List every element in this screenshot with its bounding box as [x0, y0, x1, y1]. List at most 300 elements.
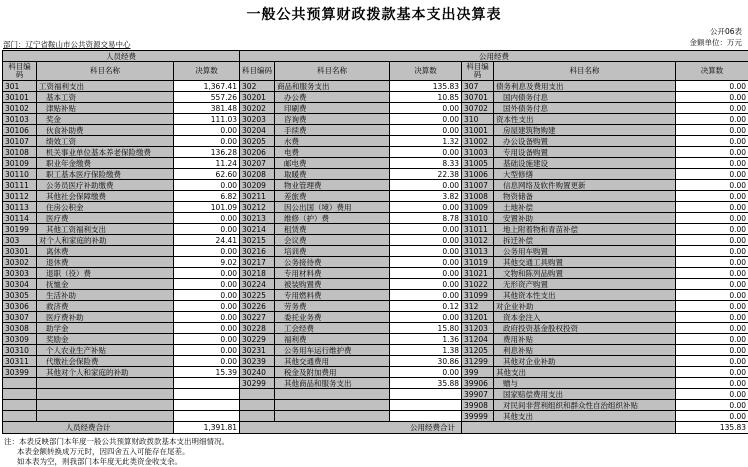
subject-code: 30226 — [240, 301, 275, 312]
subject-name: 对个人和家庭的补助 — [37, 235, 174, 246]
subject-name: 办公费 — [275, 92, 390, 103]
subject-name: 对民间非营利组织和群众性自治组织补贴 — [494, 400, 676, 411]
amount-value: 381.48 — [174, 103, 240, 114]
subject-code: 31011 — [462, 224, 494, 235]
subject-name — [275, 400, 390, 411]
amount-value: 0.00 — [676, 301, 748, 312]
subject-code: 30228 — [240, 323, 275, 334]
subject-name: 其他交通工具购置 — [494, 257, 676, 268]
subject-name — [37, 378, 174, 389]
subject-name: 其他交通费用 — [275, 356, 390, 367]
subject-name: 租赁费 — [275, 224, 390, 235]
subject-code: 30701 — [462, 92, 494, 103]
col-header-value: 决算数 — [676, 62, 748, 81]
public-total-label: 公用经费合计 — [240, 422, 462, 434]
subject-name: 手续费 — [275, 125, 390, 136]
subject-name: 机关事业单位基本养老保险缴费 — [37, 147, 174, 158]
amount-value: 0.00 — [676, 345, 748, 356]
subject-name: 专用设备购置 — [494, 147, 676, 158]
subject-code: 31201 — [462, 312, 494, 323]
subject-name: 绩效工资 — [37, 136, 174, 147]
subject-name: 代缴社会保险费 — [37, 356, 174, 367]
subject-code: 30216 — [240, 246, 275, 257]
subject-code: 30111 — [3, 180, 37, 191]
amount-value: 10.85 — [390, 92, 462, 103]
subject-name: 无形资产购置 — [494, 279, 676, 290]
amount-value: 0.00 — [676, 92, 748, 103]
subject-name: 医疗费补助 — [37, 312, 174, 323]
amount-value: 0.00 — [676, 114, 748, 125]
subject-code: 30299 — [240, 378, 275, 389]
amount-value: 0.00 — [676, 290, 748, 301]
col-header-code: 科目编码 — [462, 62, 494, 81]
subject-code: 30203 — [240, 114, 275, 125]
subject-name: 其他支出 — [494, 411, 676, 422]
subject-code: 30310 — [3, 345, 37, 356]
budget-table — [2, 50, 748, 434]
amount-value: 0.00 — [390, 279, 462, 290]
amount-value: 0.00 — [676, 378, 748, 389]
subject-name: 抚恤金 — [37, 279, 174, 290]
footnote-line: 注：本表反映部门本年度一般公共预算财政拨款基本支出明细情况。 — [4, 437, 748, 447]
subject-code: 30227 — [240, 312, 275, 323]
amount-value: 0.00 — [174, 268, 240, 279]
amount-value: 8.33 — [390, 158, 462, 169]
subject-name: 土地补偿 — [494, 202, 676, 213]
subject-name: 其他商品和服务支出 — [275, 378, 390, 389]
subject-name: 公务用车运行维护费 — [275, 345, 390, 356]
table-row — [3, 114, 748, 125]
subject-name: 取暖费 — [275, 169, 390, 180]
footnote-line: 如本表为空，则我部门本年度无此类资金收支余。 — [17, 457, 748, 467]
amount-value: 9.02 — [174, 257, 240, 268]
subject-name: 资本金注入 — [494, 312, 676, 323]
amount-value: 0.00 — [676, 191, 748, 202]
subject-code: 31299 — [462, 356, 494, 367]
subject-name: 专用燃料费 — [275, 290, 390, 301]
amount-value: 1.32 — [390, 136, 462, 147]
amount-value: 0.00 — [174, 224, 240, 235]
amount-value: 111.03 — [174, 114, 240, 125]
table-body — [3, 81, 748, 422]
subject-code: 30304 — [3, 279, 37, 290]
subject-code: 31008 — [462, 191, 494, 202]
subject-name: 国外债务付息 — [494, 103, 676, 114]
amount-value: 0.00 — [676, 180, 748, 191]
subject-name: 离休费 — [37, 246, 174, 257]
personnel-total-value: 1,391.81 — [174, 422, 240, 434]
table-row — [3, 345, 748, 356]
amount-value: 0.00 — [174, 279, 240, 290]
subject-name: 其他社会保障缴费 — [37, 191, 174, 202]
subject-code: 30109 — [3, 158, 37, 169]
subject-code: 31007 — [462, 180, 494, 191]
amount-value: 0.00 — [676, 224, 748, 235]
subject-code: 30231 — [240, 345, 275, 356]
table-row — [3, 334, 748, 345]
amount-value: 3.82 — [390, 191, 462, 202]
subject-name — [37, 411, 174, 422]
amount-value: 0.00 — [390, 235, 462, 246]
amount-value: 11.24 — [174, 158, 240, 169]
amount-value: 136.28 — [174, 147, 240, 158]
subject-code: 39907 — [462, 389, 494, 400]
table-row — [3, 323, 748, 334]
column-header-row — [3, 62, 748, 81]
subject-name: 国内债务付息 — [494, 92, 676, 103]
subject-code: 30307 — [3, 312, 37, 323]
amount-value: 0.00 — [390, 268, 462, 279]
amount-value: 0.00 — [676, 312, 748, 323]
subject-code: 302 — [240, 81, 275, 92]
amount-value — [174, 378, 240, 389]
subject-name: 文物和陈列品购置 — [494, 268, 676, 279]
subject-code: 39906 — [462, 378, 494, 389]
subject-name: 信息网络及软件购置更新 — [494, 180, 676, 191]
subject-name: 退职（役）费 — [37, 268, 174, 279]
table-row — [3, 389, 748, 400]
subject-code: 30199 — [3, 224, 37, 235]
amount-value: 557.26 — [174, 92, 240, 103]
table-row — [3, 411, 748, 422]
amount-value: 0.00 — [390, 114, 462, 125]
subject-code: 30110 — [3, 169, 37, 180]
amount-value: 101.09 — [174, 202, 240, 213]
subject-name: 生活补助 — [37, 290, 174, 301]
subject-name: 商品和服务支出 — [275, 81, 390, 92]
subject-code: 30311 — [3, 356, 37, 367]
subject-code: 30309 — [3, 334, 37, 345]
amount-value — [174, 411, 240, 422]
table-row — [3, 136, 748, 147]
subject-name: 委托业务费 — [275, 312, 390, 323]
subject-code: 30301 — [3, 246, 37, 257]
amount-value: 35.88 — [390, 378, 462, 389]
table-row — [3, 191, 748, 202]
subject-code: 30399 — [3, 367, 37, 378]
subject-code: 30103 — [3, 114, 37, 125]
subject-name: 福利费 — [275, 334, 390, 345]
subject-name — [37, 389, 174, 400]
amount-value: 0.00 — [676, 213, 748, 224]
subject-name: 会议费 — [275, 235, 390, 246]
sheet-number: 公开06表 — [710, 26, 742, 37]
subject-name: 安置补助 — [494, 213, 676, 224]
subject-code: 30101 — [3, 92, 37, 103]
subject-code: 31022 — [462, 279, 494, 290]
amount-value: 0.00 — [174, 345, 240, 356]
table-row — [3, 257, 748, 268]
subject-name: 培训费 — [275, 246, 390, 257]
amount-value: 0.00 — [676, 103, 748, 114]
amount-value: 0.00 — [390, 180, 462, 191]
subject-name: 差旅费 — [275, 191, 390, 202]
amount-value: 0.00 — [174, 312, 240, 323]
amount-value: 0.00 — [390, 125, 462, 136]
amount-value: 0.00 — [676, 235, 748, 246]
amount-value: 0.00 — [390, 312, 462, 323]
subject-name: 大型修缮 — [494, 169, 676, 180]
amount-value — [390, 411, 462, 422]
subject-name: 助学金 — [37, 323, 174, 334]
subject-name: 房屋建筑物购建 — [494, 125, 676, 136]
amount-value: 15.39 — [174, 367, 240, 378]
col-header-name: 科目名称 — [494, 62, 676, 81]
subject-name: 赠与 — [494, 378, 676, 389]
section-header-personnel: 人员经费 — [3, 51, 240, 62]
subject-code: 30213 — [240, 213, 275, 224]
table-row — [3, 378, 748, 389]
amount-value: 0.00 — [676, 158, 748, 169]
subject-name: 奖金 — [37, 114, 174, 125]
subject-name: 其他资本性支出 — [494, 290, 676, 301]
col-header-name: 科目名称 — [275, 62, 390, 81]
subject-code: 31002 — [462, 136, 494, 147]
subject-code: 30107 — [3, 136, 37, 147]
subject-name: 伙食补助费 — [37, 125, 174, 136]
amount-value: 0.00 — [390, 224, 462, 235]
amount-value: 0.00 — [174, 290, 240, 301]
subject-code: 30204 — [240, 125, 275, 136]
amount-value: 0.00 — [174, 180, 240, 191]
subject-code: 30201 — [240, 92, 275, 103]
table-row — [3, 92, 748, 103]
subject-code: 30207 — [240, 158, 275, 169]
amount-value: 0.00 — [676, 136, 748, 147]
amount-value: 0.00 — [676, 202, 748, 213]
subject-code: 30218 — [240, 268, 275, 279]
subject-code: 31099 — [462, 290, 494, 301]
table-row — [3, 367, 748, 378]
subject-code: 31204 — [462, 334, 494, 345]
amount-value: 8.78 — [390, 213, 462, 224]
amount-value: 62.60 — [174, 169, 240, 180]
subject-code: 30229 — [240, 334, 275, 345]
amount-value: 0.00 — [174, 213, 240, 224]
subject-code — [240, 411, 275, 422]
amount-value — [174, 400, 240, 411]
amount-value: 0.12 — [390, 301, 462, 312]
page-title: 一般公共预算财政拨款基本支出决算表 — [0, 0, 748, 24]
subject-name: 公务接待费 — [275, 257, 390, 268]
table-row — [3, 312, 748, 323]
amount-value: 15.80 — [390, 323, 462, 334]
subject-code: 30224 — [240, 279, 275, 290]
amount-value: 1.38 — [390, 345, 462, 356]
meta-row — [0, 24, 748, 50]
amount-value: 0.00 — [676, 400, 748, 411]
table-row — [3, 290, 748, 301]
subject-name — [37, 400, 174, 411]
amount-value: 0.00 — [676, 169, 748, 180]
amount-value: 0.00 — [676, 356, 748, 367]
subject-name — [275, 389, 390, 400]
table-row — [3, 158, 748, 169]
subject-code: 303 — [3, 235, 37, 246]
subject-name: 债务利息及费用支出 — [494, 81, 676, 92]
subject-name: 其他支出 — [494, 367, 676, 378]
subject-name: 个人农业生产补贴 — [37, 345, 174, 356]
subject-name: 维修（护）费 — [275, 213, 390, 224]
subject-code: 31019 — [462, 257, 494, 268]
subject-name: 物业管理费 — [275, 180, 390, 191]
subject-name: 物资储备 — [494, 191, 676, 202]
subject-code: 30239 — [240, 356, 275, 367]
amount-value: 30.86 — [390, 356, 462, 367]
amount-value: 0.00 — [174, 125, 240, 136]
subject-code: 30305 — [3, 290, 37, 301]
subject-code: 301 — [3, 81, 37, 92]
amount-value: 0.00 — [676, 246, 748, 257]
table-row — [3, 235, 748, 246]
col-header-code: 科目编码 — [3, 62, 37, 81]
amount-value: 0.00 — [676, 257, 748, 268]
subject-code: 30102 — [3, 103, 37, 114]
subject-code — [240, 389, 275, 400]
subject-code: 30702 — [462, 103, 494, 114]
amount-value: 0.00 — [390, 367, 462, 378]
subject-code: 31013 — [462, 246, 494, 257]
col-header-code: 科目编码 — [240, 62, 275, 81]
subject-code: 31003 — [462, 147, 494, 158]
subject-code: 30114 — [3, 213, 37, 224]
amount-value: 0.00 — [174, 136, 240, 147]
subject-code: 30306 — [3, 301, 37, 312]
subject-name: 资本性支出 — [494, 114, 676, 125]
subject-name: 对企业补助 — [494, 301, 676, 312]
table-row — [3, 202, 748, 213]
amount-value: 0.00 — [676, 389, 748, 400]
subject-code — [3, 378, 37, 389]
subject-code: 30212 — [240, 202, 275, 213]
subject-code: 30206 — [240, 147, 275, 158]
subject-code: 31005 — [462, 158, 494, 169]
subject-name: 工资福利支出 — [37, 81, 174, 92]
table-row — [3, 81, 748, 92]
amount-value: 0.00 — [390, 147, 462, 158]
amount-value: 1,367.41 — [174, 81, 240, 92]
subject-code: 39908 — [462, 400, 494, 411]
subject-code: 30303 — [3, 268, 37, 279]
amount-unit: 金额单位：万元 — [690, 37, 743, 48]
table-row — [3, 125, 748, 136]
subject-code: 31021 — [462, 268, 494, 279]
subject-name: 利息补贴 — [494, 345, 676, 356]
table-row — [3, 180, 748, 191]
amount-value: 0.00 — [676, 268, 748, 279]
totals-row — [3, 422, 748, 434]
subject-name: 职业年金缴费 — [37, 158, 174, 169]
table-row — [3, 246, 748, 257]
section-header-row — [3, 51, 748, 62]
amount-value: 22.38 — [390, 169, 462, 180]
subject-code: 39999 — [462, 411, 494, 422]
totals-spacer — [462, 422, 676, 434]
subject-name: 住房公积金 — [37, 202, 174, 213]
amount-value: 6.82 — [174, 191, 240, 202]
table-row — [3, 213, 748, 224]
table-row — [3, 103, 748, 114]
amount-value: 0.00 — [390, 202, 462, 213]
amount-value: 0.00 — [390, 257, 462, 268]
subject-name: 职工基本医疗保险缴费 — [37, 169, 174, 180]
subject-name: 专用材料费 — [275, 268, 390, 279]
col-header-name: 科目名称 — [37, 62, 174, 81]
amount-value: 0.00 — [174, 356, 240, 367]
amount-value: 0.00 — [174, 301, 240, 312]
subject-code — [240, 400, 275, 411]
subject-name: 费用补贴 — [494, 334, 676, 345]
table-row — [3, 169, 748, 180]
subject-name: 被装购置费 — [275, 279, 390, 290]
table-row — [3, 301, 748, 312]
subject-name: 地上附着物和青苗补偿 — [494, 224, 676, 235]
subject-name: 其他对个人和家庭的补助 — [37, 367, 174, 378]
subject-code: 30112 — [3, 191, 37, 202]
subject-name: 劳务费 — [275, 301, 390, 312]
department-line: 部门：辽宁省鞍山市公共资源交易中心 — [3, 39, 131, 50]
amount-value: 0.00 — [676, 279, 748, 290]
subject-code: 31010 — [462, 213, 494, 224]
subject-code: 31012 — [462, 235, 494, 246]
subject-name: 电费 — [275, 147, 390, 158]
subject-code: 31009 — [462, 202, 494, 213]
subject-name: 公务用车购置 — [494, 246, 676, 257]
public-total-value: 135.83 — [676, 422, 748, 434]
subject-name: 医疗费 — [37, 213, 174, 224]
amount-value: 0.00 — [390, 246, 462, 257]
subject-code: 399 — [462, 367, 494, 378]
amount-value: 0.00 — [676, 323, 748, 334]
amount-value: 0.00 — [676, 411, 748, 422]
subject-code: 310 — [462, 114, 494, 125]
subject-code: 30308 — [3, 323, 37, 334]
subject-name: 基本工资 — [37, 92, 174, 103]
subject-code: 30202 — [240, 103, 275, 114]
amount-value: 0.00 — [174, 246, 240, 257]
section-header-public: 公用经费 — [240, 51, 748, 62]
amount-value: 0.00 — [676, 125, 748, 136]
subject-code: 30240 — [240, 367, 275, 378]
subject-code: 31001 — [462, 125, 494, 136]
subject-code: 30208 — [240, 169, 275, 180]
subject-code: 30225 — [240, 290, 275, 301]
col-header-value: 决算数 — [390, 62, 462, 81]
table-row — [3, 224, 748, 235]
subject-name: 邮电费 — [275, 158, 390, 169]
subject-code: 30211 — [240, 191, 275, 202]
subject-code: 31205 — [462, 345, 494, 356]
amount-value: 0.00 — [174, 323, 240, 334]
amount-value: 0.00 — [676, 334, 748, 345]
subject-name: 奖励金 — [37, 334, 174, 345]
subject-code: 30215 — [240, 235, 275, 246]
subject-code: 30205 — [240, 136, 275, 147]
amount-value — [174, 389, 240, 400]
table-row — [3, 147, 748, 158]
footnote-line: 本表金额转换成万元时，因四舍五入可能存在尾差。 — [17, 447, 748, 457]
amount-value: 0.00 — [676, 367, 748, 378]
subject-code: 30214 — [240, 224, 275, 235]
subject-code: 30108 — [3, 147, 37, 158]
subject-name: 退休费 — [37, 257, 174, 268]
col-header-value: 决算数 — [174, 62, 240, 81]
subject-name: 税金及附加费用 — [275, 367, 390, 378]
amount-value: 0.00 — [676, 147, 748, 158]
subject-name: 基础设施建设 — [494, 158, 676, 169]
subject-name: 因公出国（境）费用 — [275, 202, 390, 213]
amount-value: 1.36 — [390, 334, 462, 345]
